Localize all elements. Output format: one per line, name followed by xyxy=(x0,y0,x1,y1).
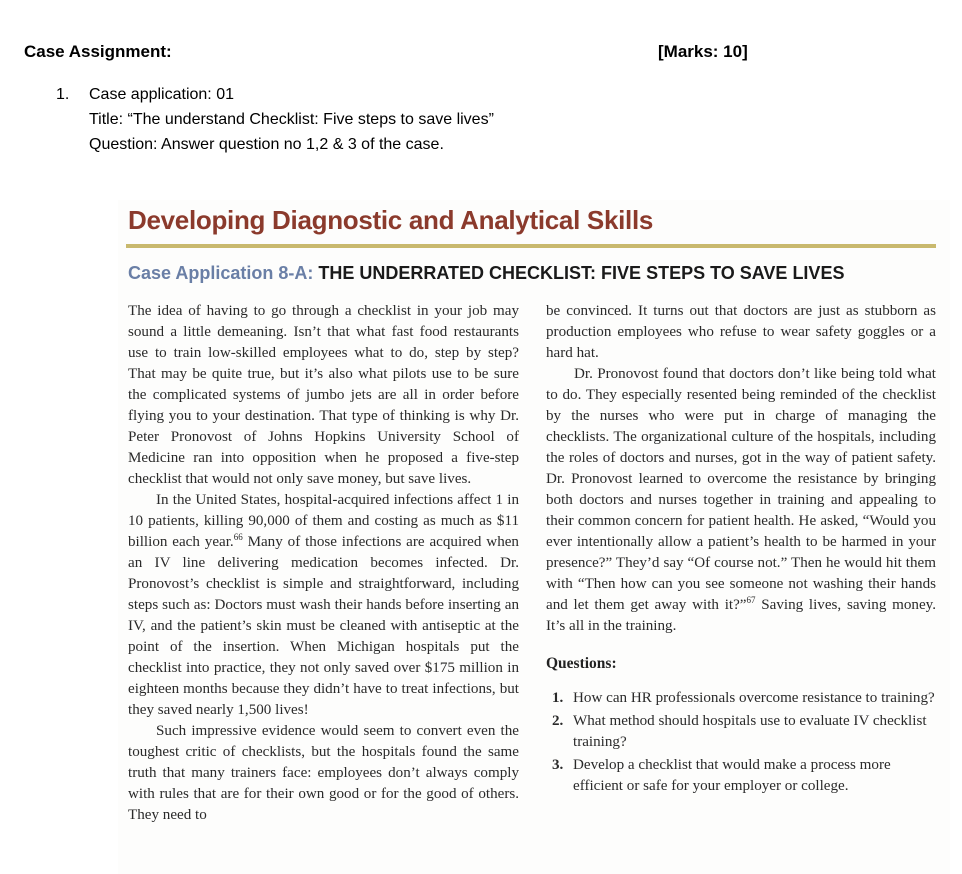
paragraph xyxy=(546,364,936,637)
assignment-number: 1. xyxy=(56,86,70,103)
question-line: Question: Answer question no 1,2 & 3 of the case. xyxy=(89,136,444,153)
case-title-line: Title: “The understand Checklist: Five steps to save lives” xyxy=(89,111,494,128)
footnote-ref: 66 xyxy=(233,531,243,542)
section-divider xyxy=(126,244,936,248)
question-number: 3. xyxy=(552,757,564,773)
case-assignment-heading: Case Assignment: xyxy=(24,42,172,61)
paragraph-text: In the United States, hospital-acquired infections affect 1 in 10 patients, killing 90,000 of them and costing as much as $11 billion each year. xyxy=(128,492,519,550)
question-number: 1. xyxy=(552,690,564,706)
question-text: How can HR professionals overcome resistance to training? xyxy=(573,690,935,706)
case-heading xyxy=(128,263,844,284)
case-label: Case Application 8-A: xyxy=(128,263,314,283)
paragraph: be convinced. It turns out that doctors are just as stubborn as production employees who refuse to wear safety goggles or a hard hat. xyxy=(546,303,936,361)
paragraph xyxy=(128,490,519,721)
paragraph-text: Saving lives, saving money. It’s all in the training. xyxy=(546,597,936,634)
right-column xyxy=(546,301,936,799)
question-item xyxy=(546,688,936,709)
case-application-line: Case application: 01 xyxy=(89,86,234,103)
paragraph-text: Many of those infections are acquired when an IV line delivering medication becomes infected. Dr. Pronovost’s checklist is simple and straightforward, including steps such as: Doctors must wash their hands before inserting an IV, and the patient’s skin must be cleaned with antiseptic at the point of the insertion. When Michigan hospitals put the checklist into practice, they not only saved over $175 million in eighteen months because they didn’t have to treat infections, but they saved nearly 1,500 lives! xyxy=(128,534,519,718)
left-column xyxy=(128,301,519,826)
question-text: Develop a checklist that would make a process more efficient or safe for your employer or college. xyxy=(573,757,891,794)
question-number: 2. xyxy=(552,713,564,729)
assignment-item xyxy=(56,82,494,157)
question-text: What method should hospitals use to evaluate IV checklist training? xyxy=(573,713,927,750)
questions-heading: Questions: xyxy=(546,655,617,672)
marks-label: [Marks: 10] xyxy=(658,42,748,61)
paragraph: Such impressive evidence would seem to convert even the toughest critic of checklists, but the hospitals found the same truth that many trainers face: employees don’t always comply with rules that are for their own good or for the good of others. They need to xyxy=(128,723,519,823)
question-item xyxy=(546,755,936,797)
section-title: Developing Diagnostic and Analytical Skills xyxy=(128,205,654,235)
paragraph-text: Dr. Pronovost found that doctors don’t like being told what to do. They especially resented being reminded of the checklist by the nurses who were put in charge of managing the checklists. The organizational culture of the hospitals, including the roles of doctors and nurses, got in the way of patient safety. Dr. Pronovost learned to overcome the resistance by bringing both doctors and nurses together in training and appealing to their common concern for patient health. He asked, “Would you ever intentionally allow a patient’s health to be harmed in your presence?” They’d say “Of course not.” Then he would hit them with “Then how can you see someone not washing their hands and let them get away with it?” xyxy=(546,366,936,613)
case-title: THE UNDERRATED CHECKLIST: FIVE STEPS TO SAVE LIVES xyxy=(318,263,845,283)
paragraph: The idea of having to go through a checklist in your job may sound a little demeaning. Isn’t that what fast food restaurants use to train low-skilled employees what to do, step by step? That may be quite true, but it’s also what pilots use to be sure the complicated systems of jumbo jets are all in order before flying you to your destination. That type of thinking is why Dr. Peter Pronovost of Johns Hopkins University School of Medicine ran into opposition when he proposed a five-step checklist that would not only save money, but save lives. xyxy=(128,303,519,487)
question-item xyxy=(546,711,936,753)
questions-list xyxy=(546,688,936,797)
footnote-ref: 67 xyxy=(746,594,756,605)
